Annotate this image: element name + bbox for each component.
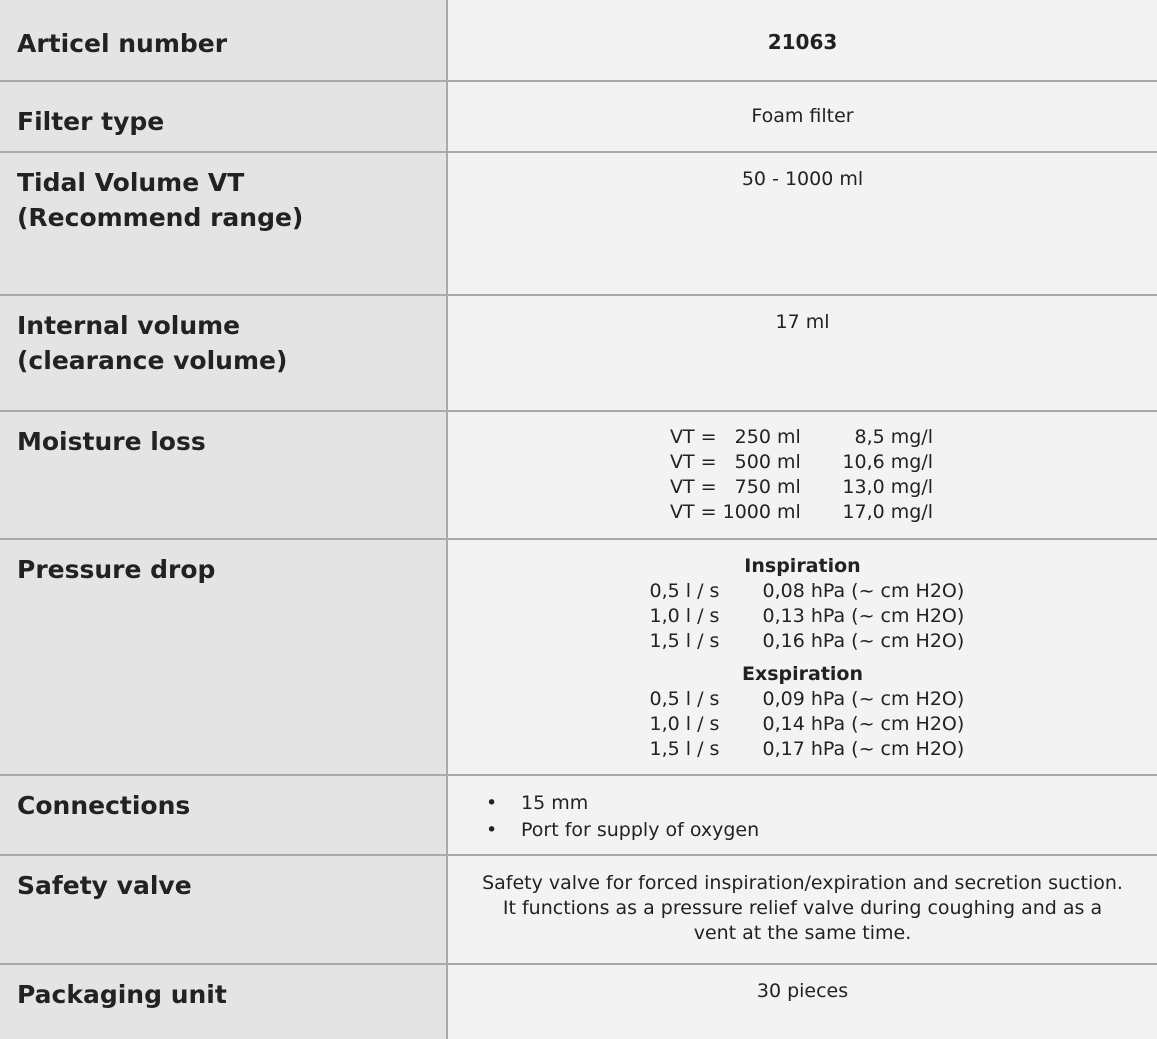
inspiration-heading: Inspiration bbox=[744, 555, 861, 577]
pressure-value: 0,08 hPa (~ cm H2O) bbox=[762, 580, 965, 602]
inspiration-grid bbox=[649, 579, 965, 654]
value-filter-type: Foam filter bbox=[448, 82, 1157, 153]
value-packaging-unit: 30 pieces bbox=[448, 965, 1157, 1039]
value-pressure-drop bbox=[448, 540, 1157, 776]
moisture-loss: 13,0 mg/l bbox=[842, 476, 933, 498]
moisture-loss: 17,0 mg/l bbox=[842, 501, 933, 523]
label-text: Articel number bbox=[17, 29, 228, 58]
value-connections bbox=[448, 776, 1157, 856]
value-moisture-loss bbox=[448, 412, 1157, 540]
expiration-group bbox=[448, 662, 1157, 762]
bullet-icon: • bbox=[486, 819, 498, 841]
expiration-grid bbox=[649, 687, 965, 762]
label-safety-valve bbox=[0, 856, 448, 965]
label-subtext: (clearance volume) bbox=[17, 346, 288, 375]
label-text: Moisture loss bbox=[17, 427, 206, 456]
label-text: Pressure drop bbox=[17, 555, 216, 584]
label-text: Packaging unit bbox=[17, 980, 227, 1009]
label-moisture-loss bbox=[0, 412, 448, 540]
label-connections bbox=[0, 776, 448, 856]
label-internal-volume bbox=[0, 296, 448, 412]
list-item bbox=[486, 790, 1157, 817]
label-text: Safety valve bbox=[17, 871, 192, 900]
label-text: Filter type bbox=[17, 107, 165, 136]
label-text: Tidal Volume VT bbox=[17, 168, 245, 197]
inspiration-group bbox=[448, 554, 1157, 654]
label-pressure-drop bbox=[0, 540, 448, 776]
label-article-number bbox=[0, 0, 448, 82]
label-subtext: (Recommend range) bbox=[17, 203, 304, 232]
flow-rate: 1,0 l / s bbox=[649, 713, 720, 735]
connections-list bbox=[486, 790, 1157, 844]
pressure-value: 0,17 hPa (~ cm H2O) bbox=[762, 738, 965, 760]
moisture-loss: 10,6 mg/l bbox=[842, 451, 933, 473]
value-article-number: 21063 bbox=[448, 0, 1157, 82]
label-text: Connections bbox=[17, 791, 191, 820]
flow-rate: 1,5 l / s bbox=[649, 630, 720, 652]
pressure-value: 0,13 hPa (~ cm H2O) bbox=[762, 605, 965, 627]
pressure-value: 0,14 hPa (~ cm H2O) bbox=[762, 713, 965, 735]
moisture-vt: VT = 750 ml bbox=[670, 476, 801, 498]
moisture-vt: VT = 250 ml bbox=[670, 426, 801, 448]
expiration-heading: Exspiration bbox=[741, 663, 864, 685]
label-text: Internal volume bbox=[17, 311, 241, 340]
flow-rate: 1,0 l / s bbox=[649, 605, 720, 627]
moisture-loss: 8,5 mg/l bbox=[854, 426, 933, 448]
value-safety-valve: Safety valve for forced inspiration/expiration and secretion suction. It functions as a pressure relief valve during coughing and as a vent at the same time. bbox=[448, 856, 1157, 965]
flow-rate: 0,5 l / s bbox=[649, 580, 720, 602]
label-tidal-volume bbox=[0, 153, 448, 296]
pressure-value: 0,09 hPa (~ cm H2O) bbox=[762, 688, 965, 710]
bullet-icon: • bbox=[486, 792, 498, 814]
list-item bbox=[486, 817, 1157, 844]
flow-rate: 0,5 l / s bbox=[649, 688, 720, 710]
moisture-grid bbox=[670, 425, 935, 525]
moisture-vt: VT = 500 ml bbox=[670, 451, 801, 473]
value-tidal-volume: 50 - 1000 ml bbox=[448, 153, 1157, 296]
connection-text: 15 mm bbox=[521, 792, 589, 814]
connection-text: Port for supply of oxygen bbox=[521, 819, 760, 841]
moisture-vt: VT = 1000 ml bbox=[670, 501, 801, 523]
label-packaging-unit bbox=[0, 965, 448, 1039]
flow-rate: 1,5 l / s bbox=[649, 738, 720, 760]
label-filter-type bbox=[0, 82, 448, 153]
value-internal-volume: 17 ml bbox=[448, 296, 1157, 412]
pressure-value: 0,16 hPa (~ cm H2O) bbox=[762, 630, 965, 652]
